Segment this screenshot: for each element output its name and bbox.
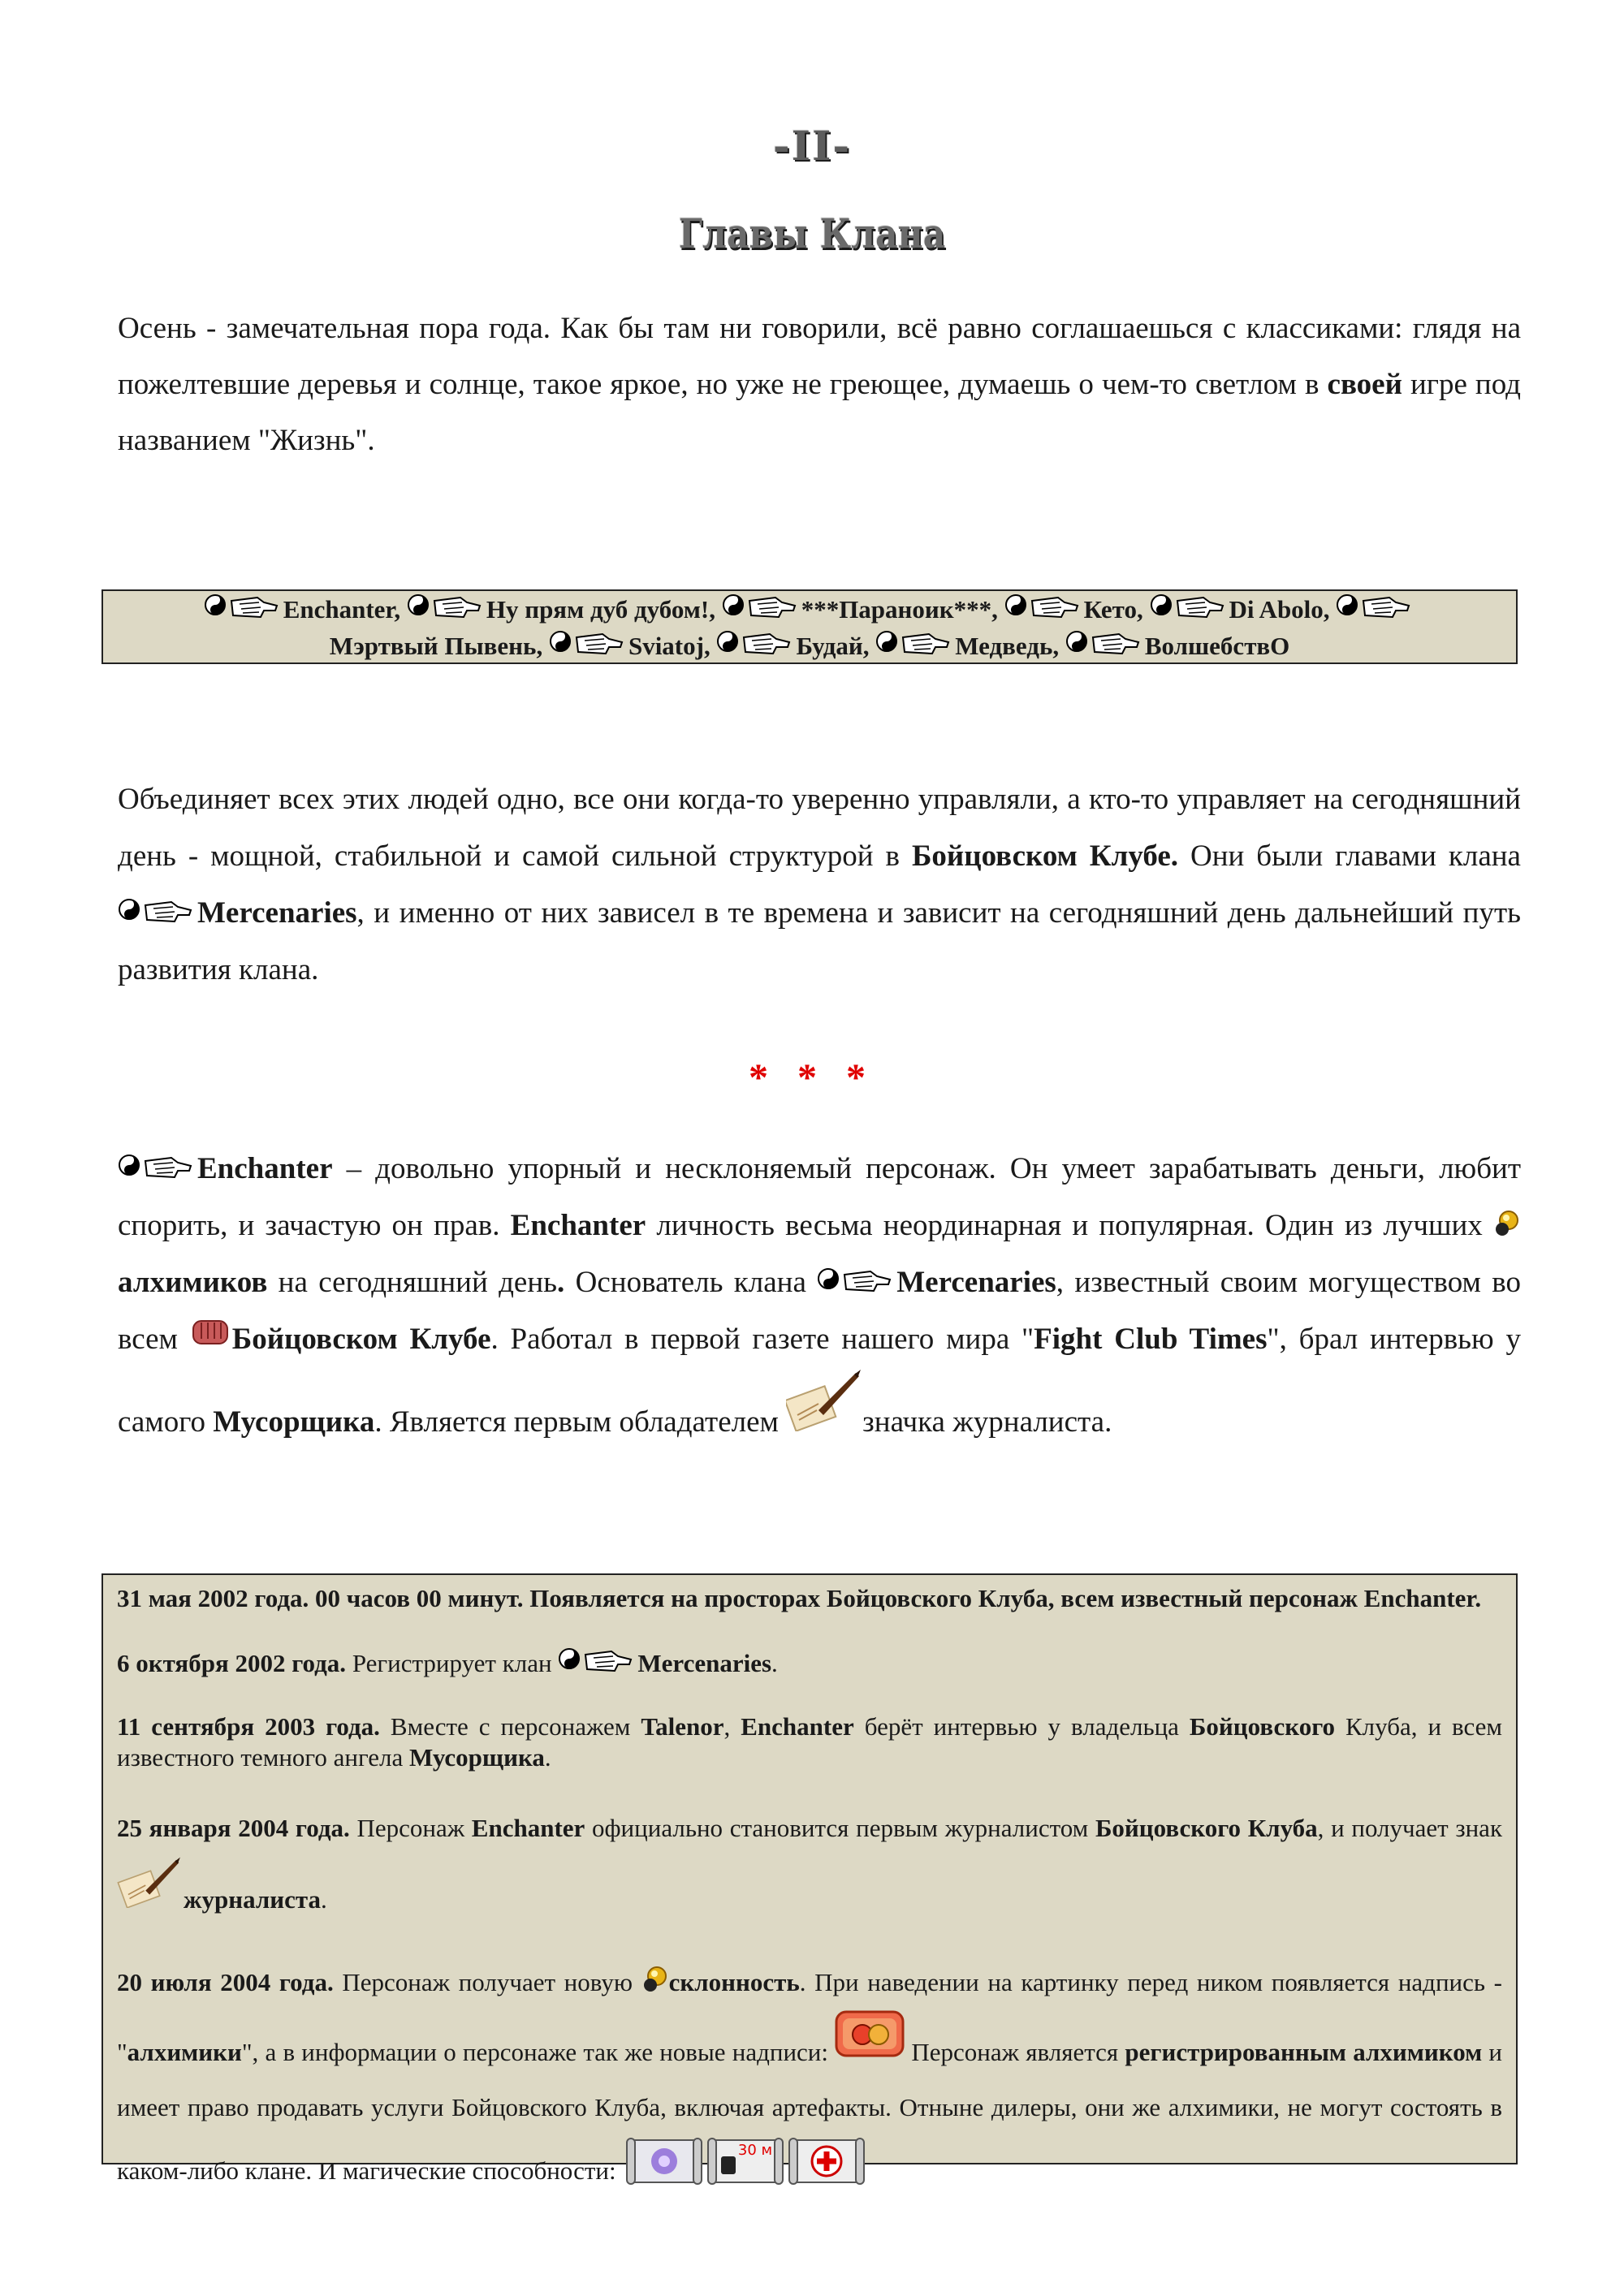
- journalist-quill-icon: [117, 1856, 184, 1908]
- alchemist-coin-icon: [1493, 1210, 1521, 1237]
- name-entry: Мэртвый Пывень: [329, 632, 537, 660]
- magic-scroll-icon: [625, 2135, 703, 2187]
- p3-text: на сегодняшний день: [267, 1266, 558, 1299]
- chronicle-text: и имеет право продавать услуги Бойцовского Клуба, включая артефакты. Отныне дилеры, они же алхимики, не могут состоять в каком-либо клане. И магические способности:: [117, 2038, 1503, 2185]
- chronicle-entry: [117, 1955, 1502, 2199]
- intro-bold: своей: [1327, 368, 1402, 401]
- clan-mercenaries-icon: [407, 593, 485, 620]
- chronicle-text: официально становится первым журналистом: [585, 1814, 1095, 1842]
- badge-text: 30 м: [738, 2142, 773, 2159]
- p3-text: значка журналиста.: [862, 1405, 1112, 1439]
- name-entry: Будай: [796, 632, 863, 660]
- chronicle-entry: [117, 1801, 1502, 1927]
- clan-heads-box: [102, 589, 1518, 664]
- p3-text: . Работал в первой газете нашего мира ": [490, 1323, 1034, 1356]
- chronicle-text: .: [320, 1885, 327, 1914]
- chronicle-date: 11 сентября 2003 года.: [117, 1712, 380, 1741]
- clan-name: Mercenaries: [896, 1266, 1056, 1299]
- fight-club-bold: Бойцовском Клубе: [231, 1323, 491, 1356]
- person-name: Enchanter: [741, 1712, 854, 1741]
- chronicle-text: Персонаж является: [905, 2038, 1125, 2066]
- clan-mercenaries-icon: [1065, 629, 1143, 657]
- chronicle-text: Персонаж: [349, 1814, 472, 1842]
- name-sep: ,: [991, 595, 1004, 624]
- newspaper-name: Fight Club Times: [1034, 1323, 1268, 1356]
- clan-mercenaries-icon: [1150, 593, 1228, 620]
- clan-mercenaries-icon: [118, 897, 196, 925]
- chronicle-text: берёт интервью у владельца: [853, 1712, 1190, 1741]
- chronicle-text: . При наведении на картинку перед ником появляется надпись - ": [117, 1968, 1502, 2066]
- chronicle-date: 25 января 2004 года.: [117, 1814, 350, 1842]
- chronicle-entry: [117, 1646, 1502, 1679]
- chronicle-bold: Бойцовского Клуба: [1095, 1814, 1318, 1842]
- chronicle-entry: [117, 1711, 1502, 1773]
- heal-scroll-icon: [706, 2135, 784, 2187]
- chronicle-text: ", а в информации о персонаже так же новые надписи:: [241, 2038, 836, 2066]
- chronicle-bold: регистрированным алхимиком: [1125, 2038, 1483, 2066]
- p3-text: Основатель клана: [564, 1266, 818, 1299]
- chronicle-bold: Бойцовского: [1189, 1712, 1336, 1741]
- name-sep: ,: [536, 632, 549, 660]
- first-aid-scroll-icon: [788, 2135, 866, 2187]
- clan-mercenaries-icon: [118, 1153, 196, 1180]
- section-divider: * * *: [749, 1056, 875, 1099]
- name-entry: Di Abolo: [1229, 595, 1324, 624]
- chronicle-date: 6 октября 2002 года.: [117, 1649, 347, 1677]
- intro-text: Осень - замечательная пора года. Как бы там ни говорили, всё равно соглашаешься с классиками: глядя на пожелтевшие деревья и солнце, такое яркое, но уже не греющее, думаешь о чем-то светлом в: [118, 312, 1521, 401]
- chronicle-text: , и получает знак: [1317, 1814, 1503, 1842]
- clan-mercenaries-icon: [716, 629, 794, 657]
- p2-bold: Бойцовском Клубе.: [911, 839, 1179, 873]
- name-sep: ,: [709, 595, 722, 624]
- clan-mercenaries-icon: [549, 629, 627, 657]
- name-entry: Sviatoj: [628, 632, 704, 660]
- clan-mercenaries-icon: [558, 1646, 636, 1674]
- clan-mercenaries-icon: [1004, 593, 1082, 620]
- chronicle-bold: склонность: [668, 1968, 800, 1996]
- p3-text: ", брал интервью у самого: [118, 1323, 1522, 1439]
- chronicle-text: Персонаж получает новую: [333, 1968, 641, 1996]
- name-sep: ,: [1137, 595, 1150, 624]
- chronicle-text: .: [544, 1743, 551, 1772]
- name-sep: ,: [1052, 632, 1065, 660]
- enchanter-paragraph: [118, 1141, 1521, 1451]
- name-entry: Ну прям дуб дубом!: [486, 595, 710, 624]
- name-sep: ,: [862, 632, 876, 660]
- clan-mercenaries-icon: [1336, 593, 1414, 620]
- dealer-badge-icon: [835, 2010, 905, 2057]
- name-sep: ,: [1323, 595, 1337, 624]
- name-entry: Медведь: [955, 632, 1053, 660]
- person-name: Enchanter: [471, 1814, 585, 1842]
- chronicle-entry: [117, 1583, 1502, 1614]
- name-entry: Кето: [1083, 595, 1138, 624]
- p3-dot: .: [557, 1266, 565, 1299]
- chronicle-date: 31 мая 2002 года. 00 часов 00 минут. Появляется на просторах Бойцовского Клуба, всем известный персонаж Enchanter.: [117, 1584, 1482, 1612]
- chapter-number: -II-: [772, 122, 852, 170]
- chronicle-text: ,: [723, 1712, 741, 1741]
- chronicle-bold: журналиста: [184, 1885, 321, 1914]
- name-sep: ,: [394, 595, 407, 624]
- chronicle-text: Регистрирует клан: [346, 1649, 559, 1677]
- p3-text: , известный своим могуществом во всем: [118, 1266, 1522, 1356]
- person-name: Enchanter: [510, 1209, 646, 1242]
- clan-mercenaries-icon: [875, 629, 953, 657]
- journalist-quill-icon: [786, 1368, 862, 1431]
- p2-text: , и именно от них зависел в те времена и зависит на сегодняшний день дальнейший путь развития клана.: [118, 896, 1521, 986]
- name-entry: ВолшебствО: [1144, 632, 1290, 660]
- chronicle-text: Вместе с персонажем: [379, 1712, 641, 1741]
- person-name: Мусорщика: [213, 1405, 375, 1439]
- name-entry: ***Параноик***: [801, 595, 992, 624]
- person-name: Мусорщика: [409, 1743, 545, 1772]
- clan-name: Mercenaries: [637, 1649, 772, 1677]
- clan-mercenaries-icon: [204, 593, 282, 620]
- clan-name: Mercenaries: [197, 896, 357, 930]
- clan-heads-paragraph: [118, 771, 1521, 999]
- p3-text: – довольно упорный и несклоняемый персонаж. Он умеет зарабатывать деньги, любит спорить, и зачастую он прав.: [118, 1152, 1521, 1242]
- p2-text: Они были главами клана: [1178, 839, 1521, 873]
- p2-text: Объединяет всех этих людей одно, все они когда-то уверенно управляли, а кто-то управляет на сегодняшний день - мощной, стабильной и самой сильной структурой в: [118, 783, 1521, 873]
- chronicle-text: Клуба, и всем известного темного ангела: [117, 1712, 1503, 1772]
- person-name: Enchanter: [197, 1152, 333, 1185]
- chronicle-text: .: [771, 1649, 778, 1677]
- person-name: Talenor: [641, 1712, 724, 1741]
- alchemist-coin-icon: [641, 1966, 669, 1993]
- chronicle-box: [102, 1573, 1518, 2185]
- p3-text: личность весьма неординарная и популярная. Один из лучших: [646, 1209, 1493, 1242]
- fist-icon: [190, 1314, 232, 1349]
- chapter-title: Главы Клана: [678, 209, 946, 257]
- intro-text-end: игре под названием "Жизнь".: [118, 368, 1521, 457]
- name-sep: ,: [703, 632, 717, 660]
- chronicle-date: 20 июля 2004 года.: [117, 1968, 334, 1996]
- clan-mercenaries-icon: [817, 1267, 895, 1294]
- alchemists-bold: алхимиков: [118, 1266, 268, 1299]
- intro-paragraph: [118, 300, 1521, 468]
- p3-text: . Является первым обладателем: [374, 1405, 787, 1439]
- chronicle-bold: алхимики: [127, 2038, 242, 2066]
- clan-mercenaries-icon: [722, 593, 800, 620]
- name-entry: Enchanter: [283, 595, 395, 624]
